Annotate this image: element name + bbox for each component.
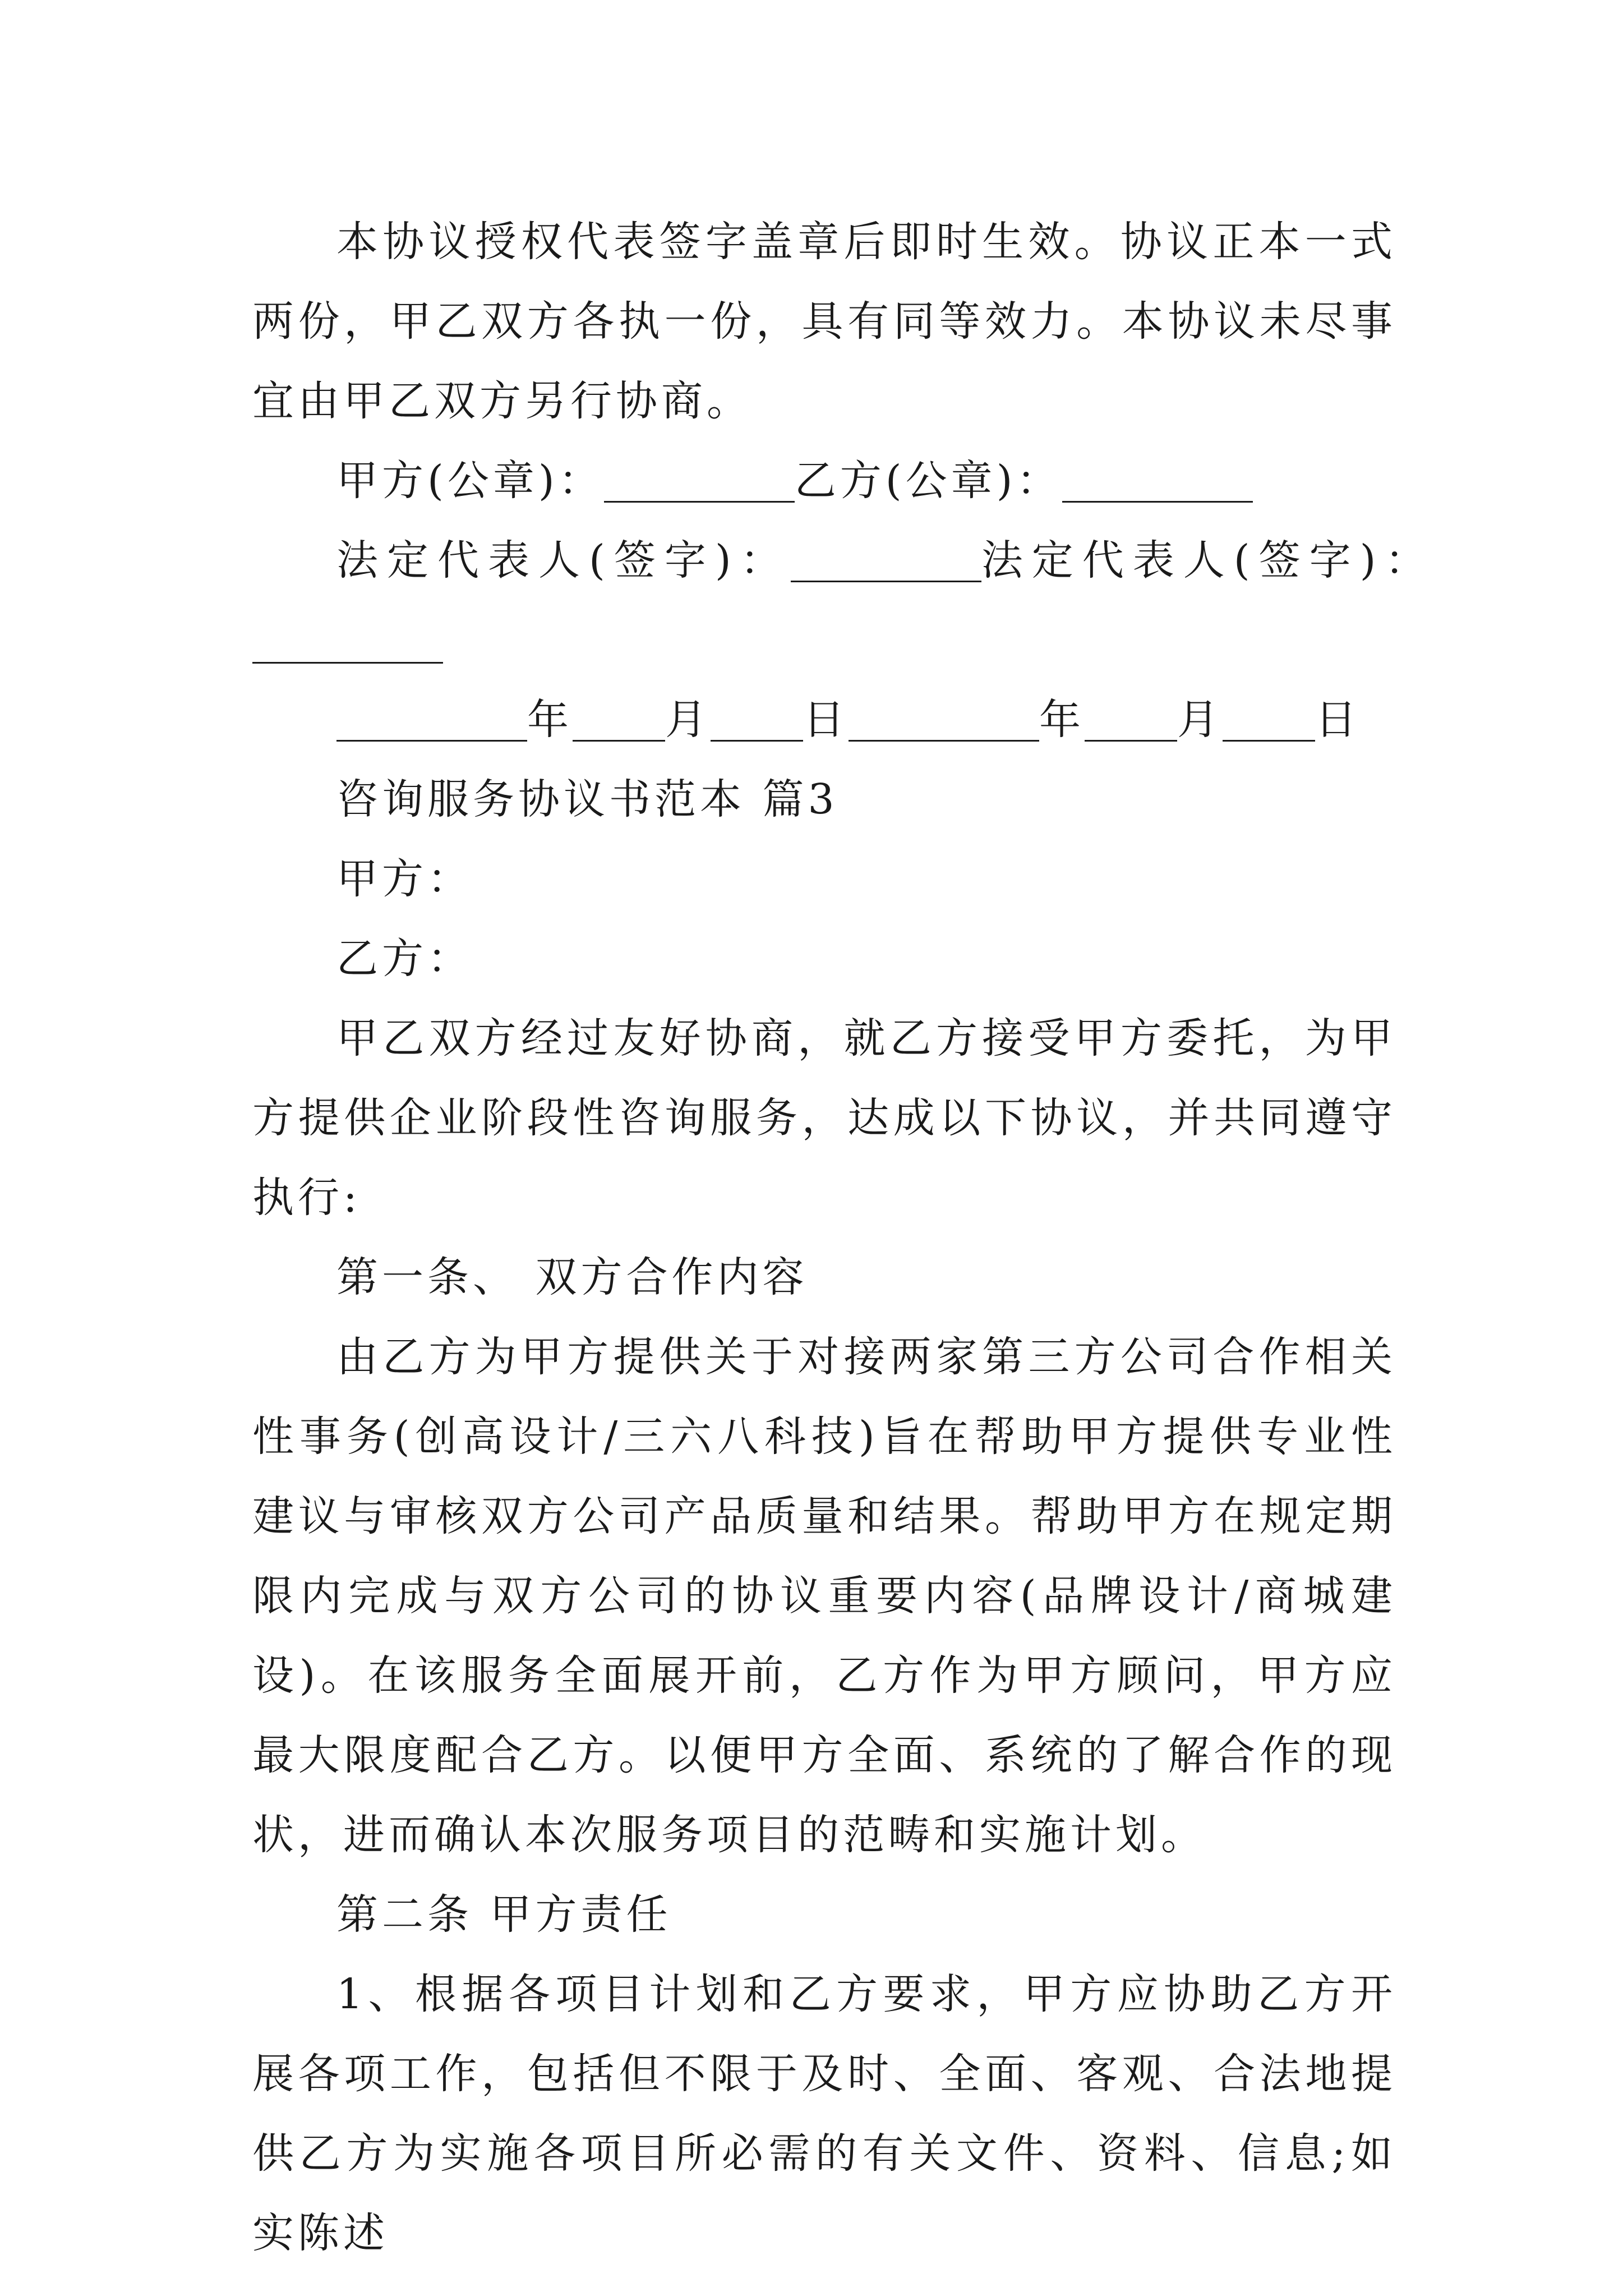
date-a-month-label: 月 xyxy=(665,696,711,744)
party-b-line: 乙方： xyxy=(336,935,473,983)
party-b-seal-label: 乙方(公章)： xyxy=(794,457,1062,505)
document-body xyxy=(252,202,1436,2273)
legal-rep-b-blank xyxy=(252,623,443,664)
effect-clause-paragraph: 本协议授权代表签字盖章后即时生效。协议正本一式两份，甲乙双方各执一份，具有同等效力。本协议未尽事宜由甲乙双方另行协商。 xyxy=(252,218,1396,425)
party-a-seal-label: 甲方(公章)： xyxy=(336,457,604,505)
party-a-line: 甲方： xyxy=(336,855,473,903)
article2-item1: 1、根据各项目计划和乙方要求，甲方应协助乙方开展各项工作，包括但不限于及时、全面、客观、合法地提供乙方为实施各项目所必需的有关文件、资料、信息;如实陈述 xyxy=(252,1970,1396,2257)
date-b-month-label: 月 xyxy=(1177,696,1223,744)
intro-paragraph: 甲乙双方经过友好协商，就乙方接受甲方委托，为甲方提供企业阶段性咨询服务，达成以下协议，并共同遵守执行: xyxy=(252,1014,1396,1222)
date-a-day-blank xyxy=(711,701,803,742)
party-a-seal-blank xyxy=(604,462,795,503)
legal-rep-line xyxy=(252,521,1436,600)
date-b-month-blank xyxy=(1085,701,1177,742)
date-b-year-blank xyxy=(849,701,1039,742)
date-a-year-label: 年 xyxy=(527,696,573,744)
date-b-year-label: 年 xyxy=(1039,696,1085,744)
legal-rep-a-label: 法定代表人(签字)： xyxy=(336,536,791,585)
date-b-day-blank xyxy=(1223,701,1315,742)
article2-title: 第二条 甲方责任 xyxy=(336,1890,672,1939)
article1-body: 由乙方为甲方提供关于对接两家第三方公司合作相关性事务(创高设计/三六八科技)旨在帮助甲方提供专业性建议与审核双方公司产品质量和结果。帮助甲方在规定期限内完成与双方公司的协议重要内容(品牌设计/商城建设)。在该服务全面展开前，乙方作为甲方顾问，甲方应最大限度配合乙方。以便甲方全面、系统的了解合作的现状，进而确认本次服务项目的范畴和实施计划。 xyxy=(252,1333,1396,1859)
seal-line xyxy=(252,441,1396,521)
legal-rep-a-blank xyxy=(791,541,981,582)
date-line xyxy=(252,680,1396,760)
date-b-day-label: 日 xyxy=(1315,696,1361,744)
legal-rep-b-blank-row xyxy=(252,600,1396,680)
date-a-year-blank xyxy=(336,701,527,742)
legal-rep-b-label: 法定代表人(签字)： xyxy=(981,536,1436,585)
section-heading: 咨询服务协议书范本 篇3 xyxy=(336,775,838,823)
article1-title: 第一条、 双方合作内容 xyxy=(336,1253,808,1301)
date-a-day-label: 日 xyxy=(803,696,849,744)
party-b-seal-blank xyxy=(1062,462,1253,503)
date-a-month-blank xyxy=(573,701,665,742)
